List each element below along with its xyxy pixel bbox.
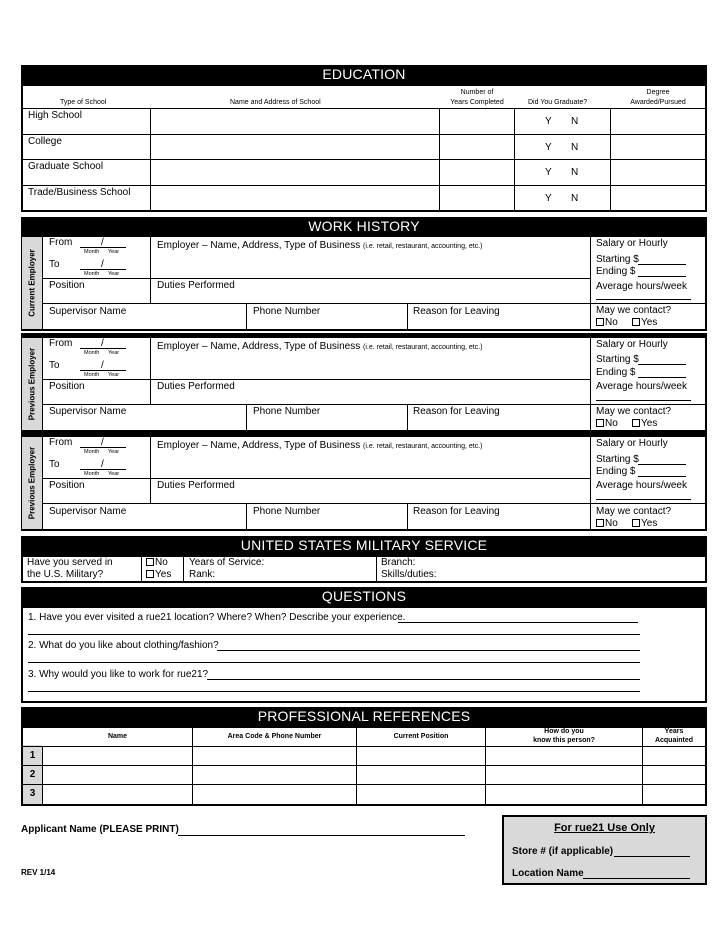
edu-row-high-school: High School	[28, 110, 82, 121]
to-label-1: To	[49, 259, 60, 270]
reason-label-2: Reason for Leaving	[413, 406, 500, 417]
to-label-3: To	[49, 459, 60, 470]
ref-col-phone: Area Code & Phone Number	[227, 733, 322, 740]
applicant-name-label: Applicant Name (PLEASE PRINT)	[21, 824, 179, 835]
ref-col-years-2: Acquainted	[654, 737, 694, 744]
question-3: 3. Why would you like to work for rue21?	[28, 669, 209, 680]
salary-label-1: Salary or Hourly	[596, 238, 668, 249]
questions-header: QUESTIONS	[21, 587, 707, 606]
starting-label-1: Starting $	[596, 254, 639, 265]
references-header: PROFESSIONAL REFERENCES	[21, 707, 707, 726]
edu-trade-yes[interactable]: Y	[545, 193, 552, 204]
position-label-1: Position	[49, 280, 85, 291]
military-rank: Rank:	[189, 569, 216, 580]
starting-label-2: Starting $	[596, 354, 639, 365]
starting-label-3: Starting $	[596, 454, 639, 465]
supervisor-label-1: Supervisor Name	[49, 306, 127, 317]
rue21-use-only-title: For rue21 Use Only	[554, 822, 655, 834]
education-header: EDUCATION	[21, 65, 707, 84]
to-label-2: To	[49, 360, 60, 371]
avg-hours-label-3: Average hours/week	[596, 480, 687, 491]
position-label-2: Position	[49, 381, 85, 392]
phone-label-2: Phone Number	[253, 406, 321, 417]
military-table	[21, 555, 707, 583]
avg-hours-label-2: Average hours/week	[596, 381, 687, 392]
contact-yes-2[interactable]: Yes	[632, 418, 657, 429]
ref-col-know-1: How do you	[544, 728, 584, 735]
employer-label-2: Employer – Name, Address, Type of Business (i.e. retail, restaurant, accounting, etc.)	[157, 341, 483, 352]
supervisor-label-3: Supervisor Name	[49, 506, 127, 517]
edu-col-graduate: Did You Graduate?	[528, 99, 588, 106]
ref-col-know-2: know this person?	[533, 737, 595, 744]
military-skills: Skills/duties:	[381, 569, 437, 580]
rev-label: REV 1/14	[21, 868, 56, 877]
phone-label-3: Phone Number	[253, 506, 321, 517]
edu-grad-yes[interactable]: Y	[545, 167, 552, 178]
edu-row-graduate-school: Graduate School	[28, 161, 104, 172]
ending-label-2: Ending $	[596, 367, 636, 378]
position-label-3: Position	[49, 480, 85, 491]
contact-no-2[interactable]: No	[596, 418, 618, 429]
employer-block-1-side: Current Employer	[22, 237, 42, 329]
edu-col-degree-1: Degree	[646, 89, 670, 96]
edu-grad-no[interactable]: N	[571, 167, 579, 178]
avg-hours-label-1: Average hours/week	[596, 281, 687, 292]
ref-row-3: 3	[29, 788, 36, 799]
from-label-1: From	[49, 237, 73, 248]
contact-label-2: May we contact?	[596, 406, 672, 417]
military-served-1: Have you served in	[27, 557, 113, 568]
edu-col-degree-2: Awarded/Pursued	[630, 99, 686, 106]
edu-col-name: Name and Address of School	[230, 99, 321, 106]
edu-college-yes[interactable]: Y	[545, 142, 552, 153]
employer-block-3-side: Previous Employer	[22, 437, 42, 529]
edu-row-trade-school: Trade/Business School	[28, 187, 131, 198]
ref-col-position: Current Position	[393, 733, 449, 740]
reason-label-1: Reason for Leaving	[413, 306, 500, 317]
store-number-label: Store # (if applicable)	[512, 846, 614, 857]
duties-label-1: Duties Performed	[157, 280, 235, 291]
applicant-name-line[interactable]	[178, 835, 465, 836]
ref-col-name: Name	[107, 733, 128, 740]
phone-label-1: Phone Number	[253, 306, 321, 317]
ending-label-3: Ending $	[596, 466, 636, 477]
military-yes[interactable]: Yes	[146, 569, 171, 580]
salary-label-2: Salary or Hourly	[596, 339, 668, 350]
salary-label-3: Salary or Hourly	[596, 438, 668, 449]
military-no[interactable]: No	[146, 557, 168, 568]
military-branch: Branch:	[381, 557, 416, 568]
edu-row-college: College	[28, 136, 62, 147]
contact-label-3: May we contact?	[596, 506, 672, 517]
military-served-2: the U.S. Military?	[27, 569, 104, 580]
edu-hs-yes[interactable]: Y	[545, 116, 552, 127]
duties-label-2: Duties Performed	[157, 381, 235, 392]
work-history-header: WORK HISTORY	[21, 217, 707, 236]
ref-col-years-1: Years	[664, 728, 684, 735]
contact-no-3[interactable]: No	[596, 518, 618, 529]
ref-row-2: 2	[29, 769, 36, 780]
contact-yes-3[interactable]: Yes	[632, 518, 657, 529]
edu-col-years-1: Number of	[460, 89, 494, 96]
military-years: Years of Service:	[189, 557, 265, 568]
question-2: 2. What do you like about clothing/fashion?	[28, 640, 219, 651]
duties-label-3: Duties Performed	[157, 480, 235, 491]
supervisor-label-2: Supervisor Name	[49, 406, 127, 417]
from-label-2: From	[49, 338, 73, 349]
location-name-label: Location Name	[512, 868, 584, 879]
ref-row-1: 1	[29, 750, 36, 761]
military-header: UNITED STATES MILITARY SERVICE	[21, 536, 707, 555]
from-label-3: From	[49, 437, 73, 448]
contact-label-1: May we contact?	[596, 305, 672, 316]
edu-trade-no[interactable]: N	[571, 193, 579, 204]
employer-label-1: Employer – Name, Address, Type of Business (i.e. retail, restaurant, accounting, etc.)	[157, 240, 483, 251]
edu-col-years-2: Years Completed	[450, 99, 504, 106]
employer-block-2-side: Previous Employer	[22, 338, 42, 430]
reason-label-3: Reason for Leaving	[413, 506, 500, 517]
edu-col-type: Type of School	[60, 99, 107, 106]
ending-label-1: Ending $	[596, 266, 636, 277]
edu-hs-no[interactable]: N	[571, 116, 579, 127]
employer-label-3: Employer – Name, Address, Type of Business (i.e. retail, restaurant, accounting, etc.)	[157, 440, 483, 451]
contact-yes-1[interactable]: Yes	[632, 317, 657, 328]
contact-no-1[interactable]: No	[596, 317, 618, 328]
question-1: 1. Have you ever visited a rue21 location? Where? When? Describe your experience.	[28, 612, 406, 623]
edu-college-no[interactable]: N	[571, 142, 579, 153]
